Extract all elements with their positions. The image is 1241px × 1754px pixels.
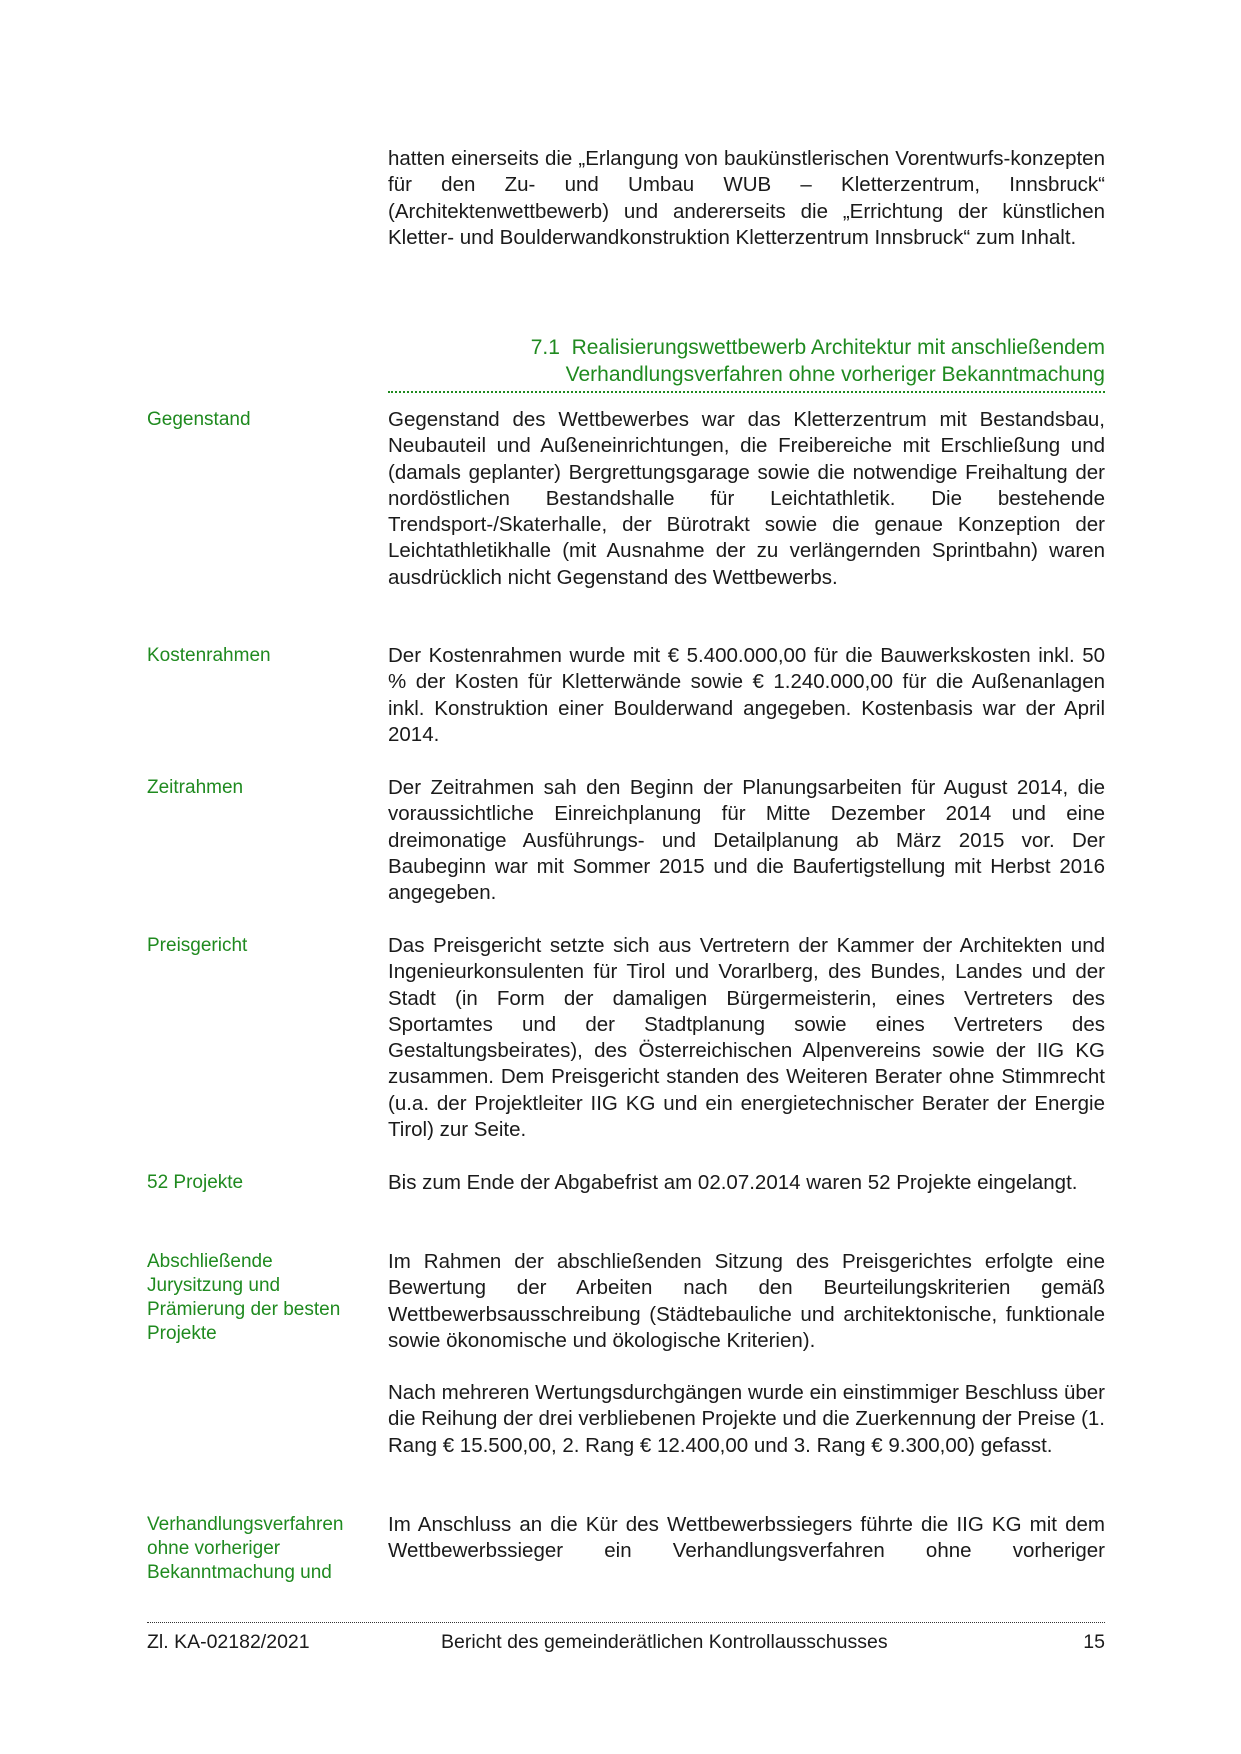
paragraph: Der Zeitrahmen sah den Beginn der Planungsarbeiten für August 2014, die voraussichtliche Einreichplanung für Mitte Dezember 2014 und eine dreimonatige Ausführungs- und Detailplanung ab März 2015 vor. Der Baubeginn war mit Sommer 2015 und die Baufertigstellung mit Herbst 2016 angegeben. <box>388 776 1105 905</box>
paragraph: Nach mehreren Wertungsdurchgängen wurde ein einstimmiger Beschluss über die Reihung der drei verbliebenen Projekte und die Zuerkennung der Preise (1. Rang € 15.500,00, 2. Rang € 12.400,00 und 3. Rang € 9.300,00) gefasst. <box>388 1381 1105 1457</box>
paragraph: Der Kostenrahmen wurde mit € 5.400.000,00 für die Bauwerkskosten inkl. 50 % der Kosten für Kletterwände sowie € 1.240.000,00 für die Außenanlagen inkl. Konstruktion einer Boulderwand angegeben. Kostenbasis war der April 2014. <box>388 644 1105 746</box>
margin-label-zeitrahmen: Zeitrahmen <box>147 777 244 798</box>
section-jurysitzung <box>388 1249 1105 1459</box>
section-heading-line-1: 7.1 Realisierungswettbewerb Architektur mit anschließendem <box>530 336 1105 359</box>
footer-reference: Zl. KA-02182/2021 <box>147 1631 310 1653</box>
section-gegenstand <box>388 407 1105 591</box>
paragraph: Das Preisgericht setzte sich aus Vertretern der Kammer der Architekten und Ingenieurkonsulenten für Tirol und Vorarlberg, des Bundes, Landes und der Stadt (in Form der damaligen Bürgermeisterin, eines Vertreters des Sportamtes und der Stadtplanung sowie eines Vertreters des Gestaltungsbeirates), des Österreichischen Alpenvereins sowie der IIG KG zusammen. Dem Preisgericht standen des Weiteren Berater ohne Stimmrecht (u.a. der Projektleiter IIG KG und ein energietechnischer Berater der Energie Tirol) zur Seite. <box>388 934 1105 1142</box>
section-preisgericht <box>388 933 1105 1143</box>
paragraph: Im Rahmen der abschließenden Sitzung des Preisgerichtes erfolgte eine Bewertung der Arbeiten nach den Beurteilungskriterien gemäß Wettbewerbsausschreibung (Städtebauliche und architektonische, funktionale sowie ökonomische und ökologische Kriterien). <box>388 1250 1105 1352</box>
section-verhandlungsverfahren <box>388 1512 1105 1565</box>
paragraph: Im Anschluss an die Kür des Wettbewerbssiegers führte die IIG KG mit dem Wettbewerbssieger ein Verhandlungsverfahren ohne vorheriger <box>388 1513 1105 1563</box>
paragraph: Gegenstand des Wettbewerbes war das Kletterzentrum mit Bestandsbau, Neubauteil und Außeneinrichtungen, die Freibereiche mit Erschließung und (damals geplanter) Bergrettungsgarage sowie die notwendige Freihaltung der nordöstlichen Bestandshalle für Leichtathletik. Die bestehende Trendsport-/Skaterhalle, der Bürotrakt sowie die genaue Konzeption der Leichtathletikhalle (mit Ausnahme der zu verlängernden Sprintbahn) waren ausdrücklich nicht Gegenstand des Wettbewerbs. <box>388 408 1105 589</box>
intro-paragraph: hatten einerseits die „Erlangung von baukünstlerischen Vorentwurfs-konzepten für den Zu- und Umbau WUB – Kletterzentrum, Innsbruck“ (Architektenwettbewerb) und andererseits die „Errichtung der künstlichen Kletter- und Boulderwandkonstruktion Kletterzentrum Innsbruck“ zum Inhalt. <box>388 147 1105 249</box>
heading-dotted-rule <box>388 391 1105 393</box>
section-heading <box>388 334 1105 388</box>
footer-dotted-rule <box>147 1622 1105 1623</box>
margin-label-kostenrahmen: Kostenrahmen <box>147 645 271 666</box>
margin-label-preisgericht: Preisgericht <box>147 935 248 956</box>
section-52-projekte <box>388 1170 1105 1196</box>
paragraph: Bis zum Ende der Abgabefrist am 02.07.2014 waren 52 Projekte eingelangt. <box>388 1171 1078 1194</box>
margin-label-52-projekte: 52 Projekte <box>147 1172 244 1193</box>
margin-label-jurysitzung: Abschließende Jurysitzung und Prämierung der besten Projekte <box>147 1251 341 1344</box>
page-number: 15 <box>1083 1631 1105 1653</box>
margin-label-verhandlungsverfahren: Verhandlungsverfahren ohne vorheriger Bekanntmachung und <box>147 1514 344 1583</box>
section-zeitrahmen <box>388 775 1105 906</box>
section-kostenrahmen <box>388 643 1105 748</box>
intro-block <box>388 146 1105 251</box>
section-heading-line-2: Verhandlungsverfahren ohne vorheriger Bekanntmachung <box>565 363 1105 386</box>
footer-title: Bericht des gemeinderätlichen Kontrollausschusses <box>441 1631 888 1653</box>
margin-label-gegenstand: Gegenstand <box>147 409 251 430</box>
